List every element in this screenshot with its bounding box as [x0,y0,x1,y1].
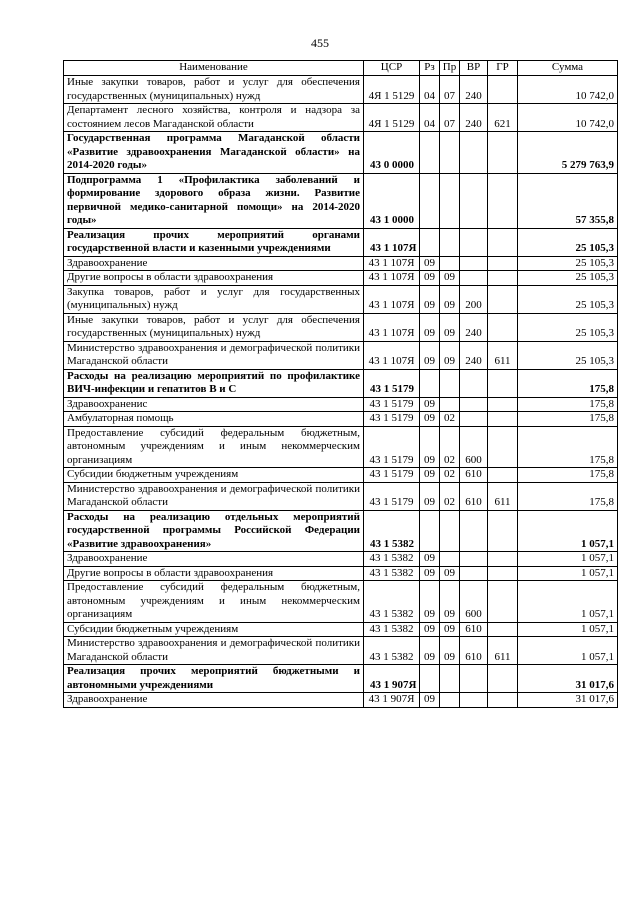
cell-sum: 175,8 [518,412,618,427]
cell-pr: 07 [440,76,460,104]
cell-csr: 43 1 5382 [364,637,420,665]
cell-gr [488,132,518,174]
cell-gr [488,369,518,397]
cell-gr [488,256,518,271]
cell-csr: 43 1 5179 [364,369,420,397]
cell-sum: 1 057,1 [518,622,618,637]
col-header-csr: ЦСР [364,61,420,76]
cell-gr [488,76,518,104]
cell-csr: 43 1 5179 [364,412,420,427]
cell-vr: 600 [460,426,488,468]
cell-pr: 07 [440,104,460,132]
cell-gr: 611 [488,637,518,665]
cell-csr: 43 1 5179 [364,397,420,412]
cell-rz: 04 [420,76,440,104]
cell-pr [440,132,460,174]
cell-vr [460,132,488,174]
table-header-row [64,61,618,76]
table-row [64,341,618,369]
cell-name: Предоставление субсидий федеральным бюджетным, автономным учреждениям и иным некоммерческим организациям [64,426,364,468]
cell-pr: 09 [440,313,460,341]
table-row [64,285,618,313]
cell-csr: 4Я 1 5129 [364,76,420,104]
table-row [64,76,618,104]
cell-rz: 09 [420,341,440,369]
cell-vr: 610 [460,637,488,665]
table-row [64,256,618,271]
budget-table [63,60,618,708]
cell-pr: 02 [440,426,460,468]
cell-sum: 175,8 [518,397,618,412]
table-row [64,665,618,693]
cell-sum: 31 017,6 [518,665,618,693]
cell-csr: 4Я 1 5129 [364,104,420,132]
cell-vr [460,510,488,552]
cell-sum: 1 057,1 [518,581,618,623]
cell-rz: 09 [420,256,440,271]
cell-rz: 09 [420,581,440,623]
cell-csr: 43 1 5179 [364,468,420,483]
cell-vr: 610 [460,482,488,510]
cell-name: Департамент лесного хозяйства, контроля и надзора за состоянием лесов Магаданской области [64,104,364,132]
cell-csr: 43 1 107Я [364,228,420,256]
cell-vr: 610 [460,468,488,483]
cell-rz: 09 [420,271,440,286]
cell-sum: 25 105,3 [518,271,618,286]
cell-vr [460,665,488,693]
cell-pr: 02 [440,412,460,427]
cell-sum: 25 105,3 [518,228,618,256]
cell-rz [420,132,440,174]
cell-name: Государственная программа Магаданской области «Развитие здравоохранения Магаданской области» на 2014-2020 годы» [64,132,364,174]
cell-rz: 09 [420,285,440,313]
cell-sum: 1 057,1 [518,510,618,552]
cell-sum: 25 105,3 [518,313,618,341]
cell-rz [420,665,440,693]
table-row [64,426,618,468]
cell-rz [420,173,440,228]
cell-rz [420,510,440,552]
cell-vr [460,566,488,581]
cell-csr: 43 1 107Я [364,313,420,341]
cell-gr [488,285,518,313]
cell-gr [488,397,518,412]
cell-csr: 43 1 907Я [364,693,420,708]
cell-vr [460,271,488,286]
cell-csr: 43 1 5382 [364,566,420,581]
cell-vr [460,369,488,397]
cell-sum: 25 105,3 [518,285,618,313]
cell-name: Другие вопросы в области здравоохранения [64,271,364,286]
cell-pr: 09 [440,566,460,581]
col-header-rz: Рз [420,61,440,76]
cell-csr: 43 1 5179 [364,426,420,468]
cell-gr: 621 [488,104,518,132]
cell-sum: 57 355,8 [518,173,618,228]
cell-gr [488,426,518,468]
cell-vr [460,397,488,412]
cell-csr: 43 0 0000 [364,132,420,174]
cell-pr: 09 [440,637,460,665]
cell-pr [440,173,460,228]
cell-gr [488,622,518,637]
cell-sum: 1 057,1 [518,637,618,665]
cell-pr: 09 [440,285,460,313]
cell-rz: 09 [420,412,440,427]
cell-sum: 31 017,6 [518,693,618,708]
cell-pr: 09 [440,271,460,286]
table-row [64,510,618,552]
cell-vr: 240 [460,341,488,369]
cell-csr: 43 1 107Я [364,341,420,369]
cell-pr: 09 [440,622,460,637]
table-row [64,369,618,397]
table-row [64,581,618,623]
cell-csr: 43 1 107Я [364,285,420,313]
cell-sum: 175,8 [518,482,618,510]
cell-name: Здравоохранение [64,256,364,271]
cell-name: Здравоохраненис [64,397,364,412]
table-row [64,397,618,412]
cell-gr [488,552,518,567]
table-row [64,412,618,427]
cell-rz: 04 [420,104,440,132]
cell-csr: 43 1 107Я [364,256,420,271]
cell-vr [460,256,488,271]
cell-name: Министерство здравоохранения и демографической политики Магаданской области [64,637,364,665]
cell-rz [420,369,440,397]
cell-name: Министерство здравоохранения и демографической политики Магаданской области [64,341,364,369]
cell-pr: 09 [440,581,460,623]
cell-gr [488,468,518,483]
table-row [64,271,618,286]
cell-pr: 09 [440,341,460,369]
cell-csr: 43 1 5179 [364,482,420,510]
cell-name: Подпрограмма 1 «Профилактика заболеваний и формирование здорового образа жизни. Развитие первичной медико-санитарной помощи» на 2014-2020 годы» [64,173,364,228]
cell-pr: 02 [440,468,460,483]
cell-pr [440,665,460,693]
cell-pr [440,256,460,271]
cell-sum: 1 057,1 [518,566,618,581]
cell-rz [420,228,440,256]
cell-name: Здравоохранение [64,693,364,708]
cell-sum: 175,8 [518,426,618,468]
cell-rz: 09 [420,637,440,665]
cell-gr [488,581,518,623]
col-header-name: Наименование [64,61,364,76]
cell-gr [488,566,518,581]
cell-pr: 02 [440,482,460,510]
table-body [64,76,618,708]
cell-csr: 43 1 5382 [364,622,420,637]
cell-gr [488,412,518,427]
cell-name: Другие вопросы в области здравоохранения [64,566,364,581]
cell-vr: 200 [460,285,488,313]
cell-gr [488,271,518,286]
cell-csr: 43 1 5382 [364,552,420,567]
table-row [64,482,618,510]
cell-sum: 10 742,0 [518,76,618,104]
cell-name: Субсидии бюджетным учреждениям [64,622,364,637]
cell-name: Здравоохранение [64,552,364,567]
table-row [64,173,618,228]
table-row [64,104,618,132]
table-row [64,132,618,174]
table-row [64,637,618,665]
table-row [64,622,618,637]
cell-csr: 43 1 5382 [364,581,420,623]
col-header-gr: ГР [488,61,518,76]
cell-gr [488,693,518,708]
cell-name: Реализация прочих мероприятий бюджетными и автономными учреждениями [64,665,364,693]
cell-vr [460,552,488,567]
cell-vr: 240 [460,104,488,132]
cell-csr: 43 1 5382 [364,510,420,552]
cell-rz: 09 [420,566,440,581]
cell-rz: 09 [420,426,440,468]
cell-name: Министерство здравоохранения и демографической политики Магаданской области [64,482,364,510]
cell-pr [440,510,460,552]
cell-vr: 600 [460,581,488,623]
cell-vr [460,228,488,256]
cell-gr [488,510,518,552]
cell-gr [488,173,518,228]
table-row [64,313,618,341]
col-header-vr: ВР [460,61,488,76]
cell-name: Реализация прочих мероприятий органами государственной власти и казенными учреждениями [64,228,364,256]
cell-csr: 43 1 0000 [364,173,420,228]
cell-sum: 25 105,3 [518,341,618,369]
cell-csr: 43 1 107Я [364,271,420,286]
col-header-sum: Сумма [518,61,618,76]
cell-gr [488,665,518,693]
cell-name: Предоставление субсидий федеральным бюджетным, автономным учреждениям и иным некоммерческим организациям [64,581,364,623]
cell-vr [460,412,488,427]
cell-rz: 09 [420,693,440,708]
cell-name: Закупка товаров, работ и услуг для государственных (муниципальных) нужд [64,285,364,313]
cell-pr [440,693,460,708]
cell-name: Амбулаторная помощь [64,412,364,427]
cell-name: Расходы на реализацию мероприятий по профилактике ВИЧ-инфекции и гепатитов В и С [64,369,364,397]
cell-sum: 1 057,1 [518,552,618,567]
cell-pr [440,369,460,397]
cell-rz: 09 [420,482,440,510]
cell-csr: 43 1 907Я [364,665,420,693]
cell-rz: 09 [420,468,440,483]
table-row [64,693,618,708]
cell-rz: 09 [420,313,440,341]
cell-vr: 610 [460,622,488,637]
col-header-pr: Пр [440,61,460,76]
page-number: 455 [311,36,329,50]
cell-sum: 175,8 [518,468,618,483]
table-row [64,552,618,567]
cell-sum: 175,8 [518,369,618,397]
cell-name: Расходы на реализацию отдельных мероприятий государственной программы Российской Федерации «Развитие здравоохранения» [64,510,364,552]
cell-pr [440,552,460,567]
cell-name: Иные закупки товаров, работ и услуг для обеспечения государственных (муниципальных) нужд [64,76,364,104]
cell-gr [488,228,518,256]
cell-vr: 240 [460,313,488,341]
cell-rz: 09 [420,552,440,567]
cell-vr [460,173,488,228]
cell-gr [488,313,518,341]
cell-sum: 25 105,3 [518,256,618,271]
cell-vr: 240 [460,76,488,104]
cell-name: Субсидии бюджетным учреждениям [64,468,364,483]
cell-sum: 5 279 763,9 [518,132,618,174]
cell-rz: 09 [420,397,440,412]
cell-gr: 611 [488,341,518,369]
cell-gr: 611 [488,482,518,510]
table-row [64,468,618,483]
cell-vr [460,693,488,708]
cell-sum: 10 742,0 [518,104,618,132]
table-row [64,228,618,256]
cell-rz: 09 [420,622,440,637]
cell-pr [440,228,460,256]
cell-pr [440,397,460,412]
table-row [64,566,618,581]
cell-name: Иные закупки товаров, работ и услуг для обеспечения государственных (муниципальных) нужд [64,313,364,341]
